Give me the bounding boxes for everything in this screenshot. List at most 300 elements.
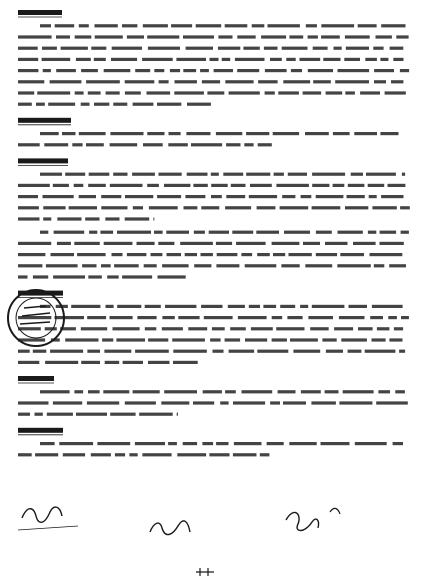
text-word [133, 103, 154, 106]
text-word [193, 401, 214, 404]
text-word [159, 173, 182, 176]
text-word [137, 316, 156, 319]
text-word [43, 217, 51, 220]
text-word [106, 305, 114, 308]
text-word [79, 132, 106, 135]
text-word [251, 327, 273, 330]
text-word [326, 91, 343, 94]
text-word [81, 69, 98, 72]
text-word [300, 305, 308, 308]
text-word [353, 242, 376, 245]
text-word [33, 275, 48, 278]
text-word [325, 242, 348, 245]
text-word [377, 327, 390, 330]
text-word [94, 58, 106, 61]
text-word [270, 401, 280, 404]
text-word [312, 184, 329, 187]
text-word [91, 453, 111, 456]
text-word [303, 91, 322, 94]
text-word [389, 338, 402, 341]
text-word [348, 350, 362, 353]
text-word [147, 35, 179, 38]
text-word [100, 231, 113, 234]
section-heading-1 [18, 10, 62, 15]
text-word [218, 47, 240, 50]
text-word [316, 231, 332, 234]
text-word [147, 91, 171, 94]
text-word [40, 173, 62, 176]
text-word [113, 327, 140, 330]
text-word [211, 195, 222, 198]
text-word [125, 401, 156, 404]
text-word [177, 413, 178, 416]
text-word [235, 58, 265, 61]
text-word [360, 91, 380, 94]
text-word [35, 453, 58, 456]
text-word [183, 69, 196, 72]
text-word [305, 264, 332, 267]
text-word [18, 338, 45, 341]
text-word [101, 206, 127, 209]
text-word [243, 47, 259, 50]
text-word [147, 184, 159, 187]
text-word [249, 305, 260, 308]
text-word [81, 361, 100, 364]
text-word [135, 442, 165, 445]
text-word [288, 173, 307, 176]
text-word [18, 361, 39, 364]
text-word [216, 264, 239, 267]
text-word [308, 35, 318, 38]
text-word [122, 24, 137, 27]
text-word [349, 305, 368, 308]
text-word [293, 350, 320, 353]
text-word [276, 184, 309, 187]
text-word [18, 103, 32, 106]
text-word [127, 253, 146, 256]
text-word [312, 173, 345, 176]
text-word [143, 143, 163, 146]
text-word [48, 103, 75, 106]
text-word [18, 143, 40, 146]
text-word [110, 184, 143, 187]
text-word [87, 316, 106, 319]
text-word [157, 103, 181, 106]
text-word [217, 253, 238, 256]
text-word [322, 338, 336, 341]
text-word [59, 442, 93, 445]
text-word [290, 338, 318, 341]
text-word [142, 453, 171, 456]
text-word [151, 253, 163, 256]
text-word [112, 253, 123, 256]
text-word [167, 253, 182, 256]
text-word [338, 69, 370, 72]
text-word [323, 58, 340, 61]
text-word [303, 242, 320, 245]
text-word [256, 231, 279, 234]
text-word [372, 305, 403, 308]
text-word [257, 206, 276, 209]
text-word [103, 390, 129, 393]
text-word [263, 305, 276, 308]
text-word [110, 413, 135, 416]
text-word [391, 80, 403, 83]
text-word [209, 231, 229, 234]
text-word [65, 173, 85, 176]
text-word [185, 253, 197, 256]
text-word [216, 132, 242, 135]
text-word [18, 47, 38, 50]
text-word [79, 24, 89, 27]
text-word [125, 80, 155, 83]
text-word [272, 316, 283, 319]
text-word [188, 327, 207, 330]
text-word [341, 338, 367, 341]
text-word [202, 80, 220, 83]
text-word [212, 327, 225, 330]
text-word [388, 184, 406, 187]
text-word [339, 401, 372, 404]
text-word [335, 80, 369, 83]
text-word [393, 442, 403, 445]
text-word [344, 58, 360, 61]
text-word [272, 338, 287, 341]
text-word [264, 47, 278, 50]
text-word [372, 206, 396, 209]
text-word [164, 390, 197, 393]
text-word [107, 275, 119, 278]
text-word [358, 24, 377, 27]
text-word [241, 253, 252, 256]
text-word [169, 132, 181, 135]
text-word [143, 24, 168, 27]
text-word [105, 361, 120, 364]
text-word [347, 195, 365, 198]
text-word [114, 264, 139, 267]
text-word [237, 69, 259, 72]
text-word [380, 242, 404, 245]
text-word [113, 103, 127, 106]
text-word [308, 69, 333, 72]
text-word [252, 24, 265, 27]
text-word [316, 253, 337, 256]
text-word [220, 401, 228, 404]
text-word [268, 24, 300, 27]
text-word [55, 316, 85, 319]
text-word [174, 91, 204, 94]
text-word [355, 442, 387, 445]
text-word [365, 350, 396, 353]
text-word [185, 195, 205, 198]
text-word [18, 327, 41, 330]
text-word [354, 132, 377, 135]
text-word [237, 35, 255, 38]
text-word [209, 453, 229, 456]
text-word [148, 361, 170, 364]
section-heading-3 [18, 158, 68, 163]
text-word [166, 231, 189, 234]
text-word [401, 231, 409, 234]
text-word [284, 231, 310, 234]
text-word [154, 231, 163, 234]
text-word [211, 173, 219, 176]
text-word [210, 58, 219, 61]
text-word [231, 184, 246, 187]
text-word [125, 217, 150, 220]
text-word [82, 264, 96, 267]
text-word [104, 242, 133, 245]
text-word [74, 184, 84, 187]
text-word [187, 173, 208, 176]
text-word [200, 69, 209, 72]
text-word [18, 35, 52, 38]
text-word [89, 173, 110, 176]
text-word [210, 338, 221, 341]
text-word [97, 442, 130, 445]
text-word [283, 401, 306, 404]
text-word [216, 442, 228, 445]
text-word [201, 206, 219, 209]
text-word [312, 305, 345, 308]
text-word [168, 442, 177, 445]
text-word [144, 264, 157, 267]
text-word [135, 69, 150, 72]
text-word [272, 242, 300, 245]
text-word [214, 69, 233, 72]
text-word [194, 264, 211, 267]
text-word [18, 58, 38, 61]
text-word [145, 305, 161, 308]
text-word [173, 350, 207, 353]
text-word [236, 242, 266, 245]
text-word [233, 401, 265, 404]
text-word [225, 390, 236, 393]
text-word [370, 316, 383, 319]
text-word [184, 206, 198, 209]
text-word [301, 195, 312, 198]
text-word [91, 47, 106, 50]
text-word [43, 69, 51, 72]
text-word [88, 275, 102, 278]
text-word [183, 35, 214, 38]
text-word [305, 132, 329, 135]
text-word [216, 242, 232, 245]
text-word [76, 413, 107, 416]
text-word [18, 80, 44, 83]
text-word [53, 401, 82, 404]
text-word [365, 58, 377, 61]
text-word [368, 231, 376, 234]
text-word [88, 390, 100, 393]
text-word [35, 413, 43, 416]
text-word [170, 69, 180, 72]
text-word [74, 242, 100, 245]
text-word [278, 91, 299, 94]
text-word [399, 350, 405, 353]
text-word [372, 338, 386, 341]
section-heading-6 [18, 428, 63, 433]
text-word [186, 132, 210, 135]
text-word [345, 91, 355, 94]
text-word [276, 327, 304, 330]
text-word [42, 58, 71, 61]
text-word [274, 173, 284, 176]
text-word [222, 58, 231, 61]
text-word [53, 275, 85, 278]
text-word [162, 327, 183, 330]
text-word [376, 35, 392, 38]
text-word [193, 184, 207, 187]
text-word [380, 132, 398, 135]
text-word [87, 350, 100, 353]
text-word [257, 350, 288, 353]
text-word [340, 253, 364, 256]
text-word [61, 47, 88, 50]
text-word [157, 195, 181, 198]
text-word [55, 24, 74, 27]
text-word [187, 103, 211, 106]
text-word [201, 253, 213, 256]
text-word [149, 206, 178, 209]
text-word [265, 91, 275, 94]
text-word [145, 327, 157, 330]
text-word [75, 35, 92, 38]
text-word [53, 184, 69, 187]
text-word [316, 195, 344, 198]
text-word [257, 253, 270, 256]
text-word [370, 253, 403, 256]
text-word [401, 316, 409, 319]
text-word [203, 390, 222, 393]
text-word [226, 195, 245, 198]
text-word [334, 47, 342, 50]
text-word [175, 80, 197, 83]
text-word [125, 91, 141, 94]
text-word [312, 206, 341, 209]
text-word [79, 195, 96, 198]
text-word [258, 143, 272, 146]
text-word [18, 453, 32, 456]
text-word [225, 24, 248, 27]
text-word [161, 401, 189, 404]
text-word [249, 195, 277, 198]
text-word [18, 217, 40, 220]
text-word [115, 453, 125, 456]
text-word [105, 217, 119, 220]
text-word [358, 327, 373, 330]
text-word [229, 91, 260, 94]
text-word [62, 132, 76, 135]
text-word [348, 184, 365, 187]
text-word [333, 184, 345, 187]
text-word [46, 264, 78, 267]
text-word [289, 35, 303, 38]
text-word [116, 338, 145, 341]
text-word [162, 264, 189, 267]
text-word [381, 195, 403, 198]
text-word [106, 91, 120, 94]
text-word [282, 47, 308, 50]
text-word [44, 143, 68, 146]
text-word [57, 217, 81, 220]
text-word [238, 316, 267, 319]
text-word [180, 242, 213, 245]
text-word [95, 35, 123, 38]
text-word [43, 195, 74, 198]
text-word [54, 231, 85, 234]
text-word [400, 69, 409, 72]
text-word [137, 242, 155, 245]
text-word [75, 91, 84, 94]
text-word [81, 103, 90, 106]
text-word [389, 264, 406, 267]
text-word [250, 184, 272, 187]
text-word [202, 442, 213, 445]
text-word [186, 47, 213, 50]
text-word [110, 132, 143, 135]
text-word [173, 361, 198, 364]
text-word [287, 316, 302, 319]
text-word [226, 143, 240, 146]
text-word [374, 80, 386, 83]
text-word [72, 143, 82, 146]
text-word [260, 453, 270, 456]
text-word [40, 390, 70, 393]
text-word [280, 206, 309, 209]
text-word [165, 305, 196, 308]
text-word [45, 327, 57, 330]
text-word [117, 231, 151, 234]
text-word [373, 47, 383, 50]
text-word [153, 217, 154, 220]
text-word [225, 80, 253, 83]
text-word [301, 390, 321, 393]
text-word [280, 305, 295, 308]
text-word [142, 58, 173, 61]
text-word [229, 350, 255, 353]
text-word [337, 264, 371, 267]
text-word [334, 327, 353, 330]
text-word [196, 24, 222, 27]
text-word [88, 184, 106, 187]
text-word [95, 24, 118, 27]
text-word [278, 390, 296, 393]
text-word [395, 390, 405, 393]
text-word [104, 69, 131, 72]
text-word [273, 132, 299, 135]
text-word [86, 143, 104, 146]
text-word [87, 401, 119, 404]
text-word [18, 206, 39, 209]
text-word [50, 80, 82, 83]
text-word [402, 173, 405, 176]
text-word [56, 69, 76, 72]
text-word [57, 242, 71, 245]
text-word [102, 338, 113, 341]
text-word [112, 47, 142, 50]
text-word [76, 58, 91, 61]
text-word [228, 305, 245, 308]
text-word [232, 231, 253, 234]
text-word [74, 390, 83, 393]
text-word [396, 35, 408, 38]
text-word [313, 80, 331, 83]
text-word [110, 316, 133, 319]
text-word [33, 350, 47, 353]
text-word [267, 442, 284, 445]
text-word [148, 47, 180, 50]
